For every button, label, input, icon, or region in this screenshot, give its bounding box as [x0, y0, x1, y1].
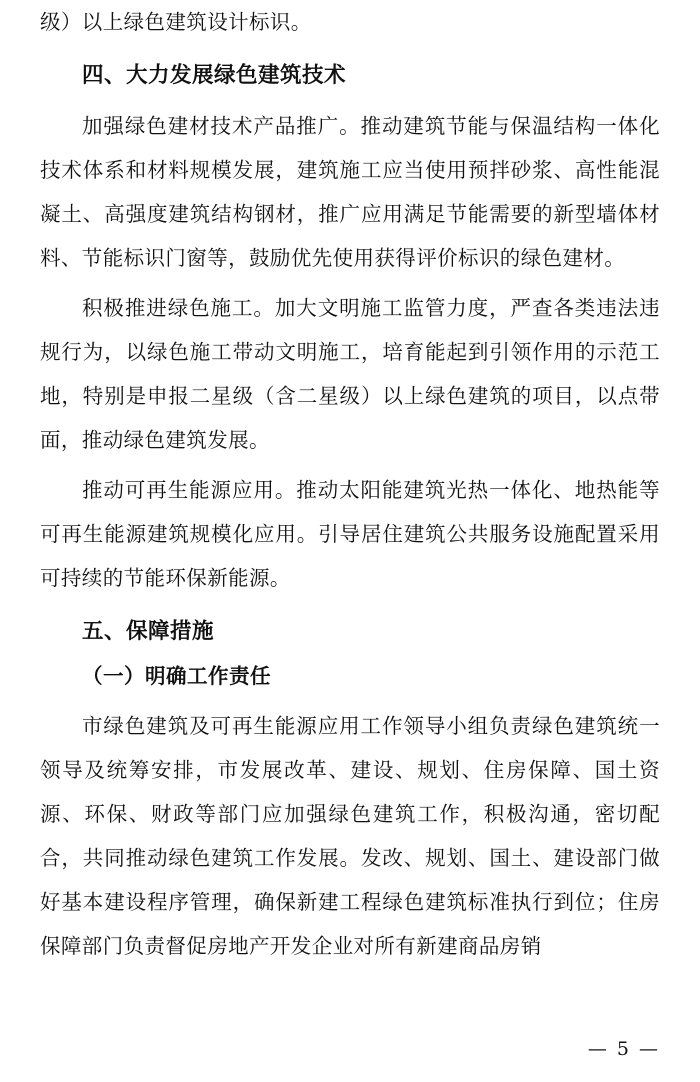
paragraph-green-construction: 积极推进绿色施工。加大文明施工监管力度，严查各类违法违规行为，以绿色施工带动文明施工，培育能起到引领作用的示范工地，特别是申报二星级（含二星级）以上绿色建筑的项目，以点带面，推动绿色建筑发展。	[40, 296, 660, 452]
page-number-footer: — 5 —	[587, 1038, 660, 1060]
paragraph-green-materials: 加强绿色建材技术产品推广。推动建筑节能与保温结构一体化技术体系和材料规模发展，建筑施工应当使用预拌砂浆、高性能混凝土、高强度建筑结构钢材，推广应用满足节能需要的新型墙体材料、节能标识门窗等，鼓励优先使用获得评价标识的绿色建材。	[40, 114, 660, 270]
paragraph-continued-line: 级）以上绿色建筑设计标识。	[40, 10, 312, 34]
heading-section-five: 五、保障措施	[82, 619, 215, 644]
paragraph-responsibility: 市绿色建筑及可再生能源应用工作领导小组负责绿色建筑统一领导及统筹安排，市发展改革、建设、规划、住房保障、国土资源、环保、财政等部门应加强绿色建筑工作，积极沟通，密切配合，共同推动绿色建筑工作发展。发改、规划、国土、建设部门做好基本建设程序管理，确保新建工程绿色建筑标准执行到位；住房保障部门负责督促房地产开发企业对所有新建商品房销	[40, 714, 660, 958]
paragraph-renewable-energy: 推动可再生能源应用。推动太阳能建筑光热一体化、地热能等可再生能源建筑规模化应用。引导居住建筑公共服务设施配置采用可持续的节能环保新能源。	[40, 478, 660, 590]
subheading-subsection-one: （一）明确工作责任	[82, 664, 271, 688]
heading-section-four: 四、大力发展绿色建筑技术	[82, 63, 347, 88]
